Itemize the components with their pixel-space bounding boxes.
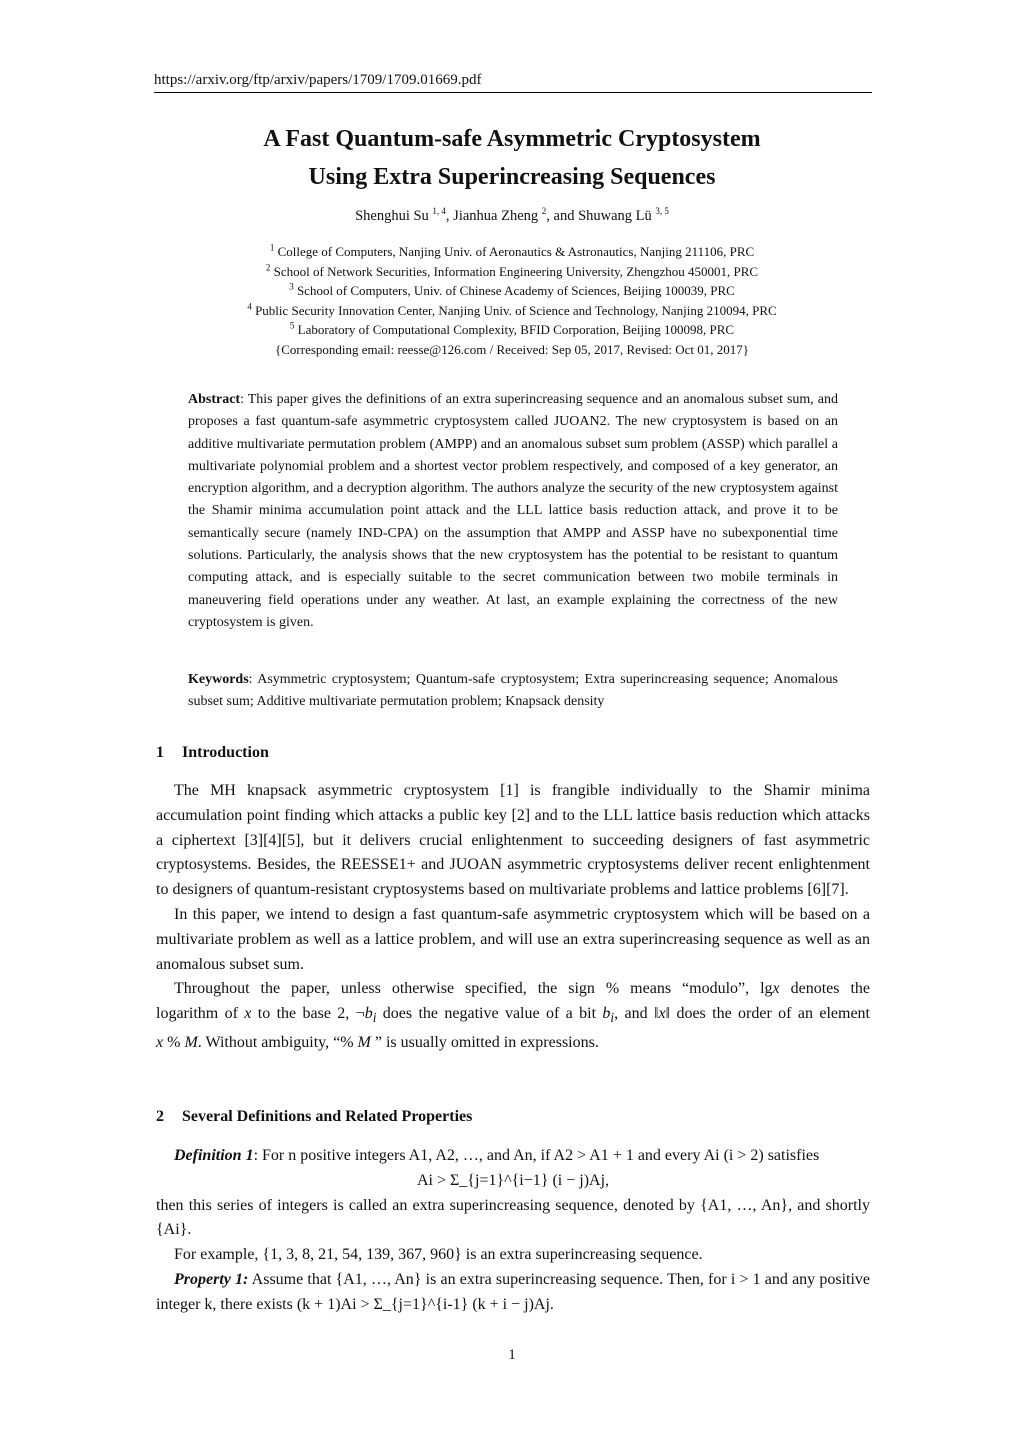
page-number: 1 [508,1347,516,1363]
definition-1-lead: : For n positive integers A1, A2, …, and An, if A2 > A1 + 1 and every Ai (i > 2) satisfies [253,1147,820,1164]
title-line-2: Using Extra Superincreasing Sequences [308,164,716,190]
author-2: Jianhua Zheng [453,208,539,224]
paper-title [154,120,870,196]
abstract-text: : This paper gives the definitions of an extra superincreasing sequence and an anomalous subset sum, and proposes a fast quantum-safe asymmetric cryptosystem called JUOAN2. The new cryptosystem is based on an additive multivariate permutation problem (AMPP) and an anomalous subset sum problem (ASSP) which parallel a multivariate polynomial problem and a shortest vector problem respectively, and composed of a key generator, an encryption algorithm, and a decryption algorithm. The authors analyze the security of the new cryptosystem against the Shamir minima accumulation point attack and the LLL lattice basis reduction attack, and prove it to be semantically secure (namely IND-CPA) on the assumption that AMPP and ASSP have no subexponential time solutions. Particularly, the analysis shows that the new cryptosystem has the potential to be resistant to quantum computing attack, and is especially suitable to the secret communication between two mobile terminals in maneuvering field operations under any weather. At last, an example explaining the correctness of the new cryptosystem is given. [188,392,838,630]
definition-1-label: Definition 1 [174,1147,254,1164]
abstract-label: Abstract [188,392,241,407]
affiliation-1 [154,242,870,262]
intro-paragraph-2: In this paper, we intend to design a fast quantum-safe asymmetric cryptosystem which will be based on a multivariate problem as well as a lattice problem, and will use an extra superincreasing sequence as well as an anomalous subset sum. [156,905,870,973]
section-title: Introduction [182,744,269,761]
affiliation-2 [154,262,870,282]
text-run: logarithm of [156,1005,245,1023]
affiliation-3 [154,281,870,301]
text-run: Throughout the paper, unless otherwise specified, the sign % means “modulo”, lg [174,980,773,998]
intro-p3-line-3 [156,1031,870,1056]
title-line-1: A Fast Quantum-safe Asymmetric Cryptosystem [263,126,761,152]
affiliation-4-num: 4 [247,301,252,312]
affiliation-4 [154,301,870,321]
math-var: x [244,1005,252,1023]
definition-1-example: For example, {1, 3, 8, 21, 54, 139, 367, 960} is an extra superincreasing sequence. [174,1246,703,1264]
affiliations [154,242,870,360]
math-var: b [602,1005,611,1023]
affiliation-2-text: School of Network Securities, Information Engineering University, Zhengzhou 450001, PRC [273,263,759,279]
section-title: Several Definitions and Related Properties [182,1108,473,1125]
section-number: 2 [156,1108,164,1125]
author-1-affil: 1, 4 [432,206,446,217]
text-run: does the negative value of a bit [376,1005,603,1023]
section-number: 1 [156,744,164,761]
affiliation-3-num: 3 [289,281,294,292]
introduction-body [156,779,870,1056]
section-heading-introduction [156,744,269,762]
correspondence-line: {Corresponding email: reesse@126.com / Received: Sep 05, 2017, Revised: Oct 01, 2017} [275,341,749,357]
author-2-affil: 2 [541,206,547,217]
source-url[interactable]: https://arxiv.org/ftp/arxiv/papers/1709/1709.01669.pdf [154,72,482,88]
abstract [188,389,838,634]
property-1-text: Assume that {A1, …, An} is an extra superincreasing sequence. Then, for i > 1 and any positive integer k, there exists (k + 1)Ai > Σ_{j=1}^{i-1} (k + i − j)Aj. [156,1270,871,1313]
text-run: ‖ does the order of an element [665,1005,870,1023]
math-subscript: i [372,1010,377,1026]
affiliation-4-text: Public Security Innovation Center, Nanjing Univ. of Science and Technology, Nanjing 210094, PRC [255,302,777,318]
affiliation-5-num: 5 [289,321,295,332]
text-run: denotes the [779,980,870,998]
definition-1-conclusion: then this series of integers is called an extra superincreasing sequence, denoted by {A1, …, An}, and shortly {Ai}. [156,1196,870,1239]
author-3-affil: 3, 5 [655,206,669,217]
section-heading-definitions [156,1108,472,1126]
text-run: ” is usually omitted in expressions. [370,1034,599,1052]
intro-p3-line-1 [156,977,870,1002]
intro-paragraph-3 [156,977,870,1056]
author-3: Shuwang Lü [578,208,652,224]
author-list: Shenghui Su $^{1, 4}$, Jianhua Zheng $^2$, and Shuwang Lü $^{3, 5}$ [355,206,669,224]
keywords [188,669,838,714]
intro-p3-line-2 [156,1002,870,1031]
affiliation-3-text: School of Computers, Univ. of Chinese Academy of Sciences, Beijing 100039, PRC [296,283,735,299]
math-var: b [364,1005,373,1023]
definition-1 [156,1144,870,1169]
text-run: to the base 2, ¬ [251,1005,365,1023]
header-rule [154,92,872,93]
definitions-body [156,1144,870,1318]
affiliation-2-num: 2 [265,262,271,273]
affiliation-5-text: Laboratory of Computational Complexity, BFID Corporation, Beijing 100098, PRC [297,322,735,338]
math-var: x [772,980,780,998]
author-1: Shenghui Su [355,208,429,224]
math-var: M [184,1034,198,1052]
keywords-text: : Asymmetric cryptosystem; Quantum-safe cryptosystem; Extra superincreasing sequence; Anomalous subset sum; Additive multivariate permutation problem; Knapsack density [188,672,838,710]
math-var: x [658,1005,666,1023]
math-subscript: i [610,1010,615,1026]
affiliation-1-text: College of Computers, Nanjing Univ. of Aeronautics & Astronautics, Nanjing 211106, PRC [277,244,755,259]
math-var: M [357,1034,371,1052]
text-run: . Without ambiguity, “% [197,1034,358,1052]
affiliation-5 [154,320,870,340]
property-1-label: Property 1: [174,1270,249,1288]
property-1 [156,1268,870,1318]
affiliation-1-num: 1 [269,242,275,253]
keywords-label: Keywords [188,672,249,687]
intro-paragraph-1: The MH knapsack asymmetric cryptosystem [1] is frangible individually to the Shamir minima accumulation point finding which attacks a public key [2] and to the LLL lattice basis reduction which attacks a ciphertext [3][4][5], but it delivers crucial enlightenment to succeeding designers of fast asymmetric cryptosystems. Besides, the REESSE1+ and JUOAN asymmetric cryptosystems deliver recent enlightenment to designers of quantum-resistant cryptosystems based on multivariate problems and lattice problems [6][7]. [156,782,870,899]
definition-1-formula: Ai > Σ_{j=1}^{i−1} (i − j)Aj, [416,1171,610,1189]
text-run: , and ‖ [614,1005,659,1023]
math-var: x [156,1034,164,1052]
text-run: % [163,1034,185,1052]
